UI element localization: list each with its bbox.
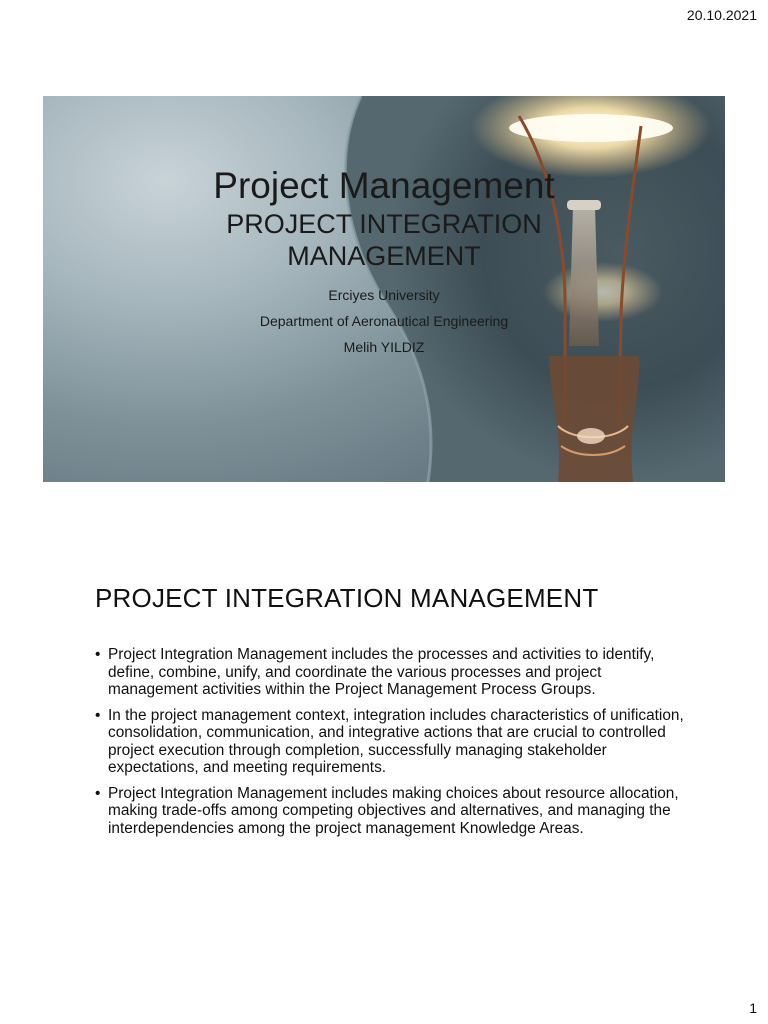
title-slide-text xyxy=(43,164,725,360)
bullet-item xyxy=(95,707,695,777)
content-slide xyxy=(43,540,725,924)
department-name: Department of Aeronautical Engineering xyxy=(259,313,509,329)
bullet-item xyxy=(95,646,695,699)
bullet-text: Project Integration Management includes making choices about resource allocation, making trade-offs among competing objectives and alternatives, and managing the interdependencies among the project management Knowledge Areas. xyxy=(108,784,679,837)
bullet-item xyxy=(95,785,695,838)
institution-name: Erciyes University xyxy=(328,287,440,303)
bullet-text: Project Integration Management includes the processes and activities to identify, define, combine, unify, and coordinate the various processes and project management activities within the Project Management Process Groups. xyxy=(108,646,655,698)
bullet-text: In the project management context, integration includes characteristics of unification, consolidation, communication, and integrative actions that are crucial to controlled project execution through completion, successfully managing stakeholder expectations, and meeting requirements. xyxy=(108,706,684,776)
content-slide-heading: PROJECT INTEGRATION MANAGEMENT xyxy=(95,583,599,613)
bullet-icon: • xyxy=(95,784,101,802)
author-name: Melih YILDIZ xyxy=(343,339,425,355)
page-number: 1 xyxy=(749,1000,757,1016)
slide-subtitle-line-1: PROJECT INTEGRATION xyxy=(226,209,542,239)
bullet-icon: • xyxy=(95,646,101,663)
print-date: 20.10.2021 xyxy=(686,7,757,23)
slide-title: Project Management xyxy=(213,165,555,206)
slide-subtitle-line-2: MANAGEMENT xyxy=(287,241,481,271)
bullet-icon: • xyxy=(95,706,101,724)
title-slide xyxy=(43,96,725,482)
bullet-list xyxy=(95,646,695,845)
